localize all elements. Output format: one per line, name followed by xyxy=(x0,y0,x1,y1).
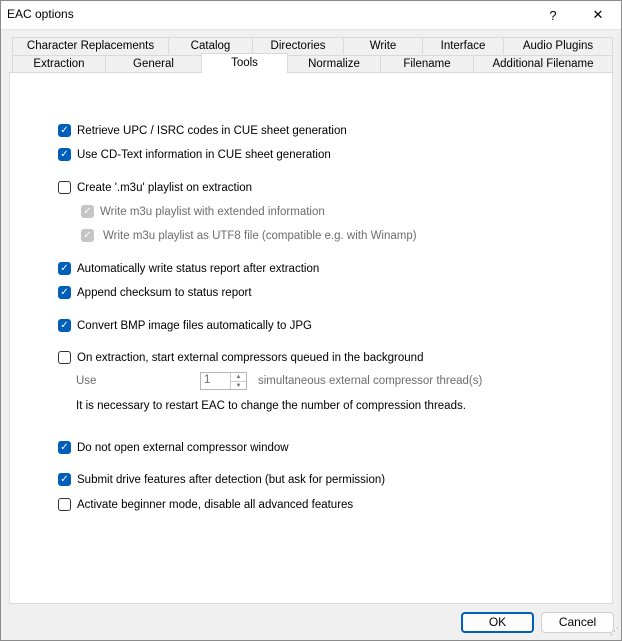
window-title: EAC options xyxy=(7,7,74,21)
tab-audio-plugins[interactable]: Audio Plugins xyxy=(503,37,613,54)
option-beginner-mode[interactable] xyxy=(58,498,353,511)
option-no-compressor-window[interactable] xyxy=(58,441,289,454)
checkbox-icon[interactable] xyxy=(58,498,71,511)
option-convert-bmp-jpg[interactable] xyxy=(58,319,312,332)
tab-write[interactable]: Write xyxy=(343,37,423,54)
option-submit-drive-features[interactable] xyxy=(58,473,385,486)
option-label: Activate beginner mode, disable all advanced features xyxy=(77,498,354,511)
resize-grip-icon[interactable]: ⋰ xyxy=(610,626,618,636)
option-label: Do not open external compressor window xyxy=(77,441,289,454)
checkbox-icon[interactable]: ✓ xyxy=(58,319,71,332)
cancel-button[interactable]: Cancel xyxy=(541,612,614,633)
checkbox-icon[interactable]: ✓ xyxy=(58,124,71,137)
stepper-down-icon[interactable]: ▼ xyxy=(235,383,242,389)
stepper-up-icon[interactable]: ▲ xyxy=(231,373,246,382)
option-label: Submit drive features after detection (but ask for permission) xyxy=(77,473,386,486)
option-background-compressors[interactable] xyxy=(58,351,423,364)
checkbox-icon[interactable]: ✓ xyxy=(81,205,94,218)
checkbox-icon[interactable]: ✓ xyxy=(58,262,71,275)
tab-tools[interactable]: Tools xyxy=(201,53,288,73)
option-label: Write m3u playlist as UTF8 file (compatible e.g. with Winamp) xyxy=(103,229,417,242)
option-label: On extraction, start external compressors queued in the background xyxy=(77,351,424,364)
checkbox-icon[interactable]: ✓ xyxy=(81,229,94,242)
tab-interface[interactable]: Interface xyxy=(422,37,504,54)
option-label: Convert BMP image files automatically to JPG xyxy=(77,319,312,332)
checkbox-icon[interactable] xyxy=(58,351,71,364)
tab-normalize[interactable]: Normalize xyxy=(287,55,381,72)
option-m3u-extended-info[interactable] xyxy=(81,205,325,218)
tab-character-replacements[interactable]: Character Replacements xyxy=(12,37,169,54)
checkbox-icon[interactable]: ✓ xyxy=(58,286,71,299)
tab-additional-filename[interactable]: Additional Filename xyxy=(473,55,613,72)
title-bar xyxy=(1,1,621,30)
threads-use-label: Use xyxy=(76,375,97,387)
option-use-cd-text[interactable] xyxy=(58,148,331,161)
checkbox-icon[interactable]: ✓ xyxy=(58,473,71,486)
compressor-threads-stepper[interactable] xyxy=(200,372,247,390)
stepper-buttons xyxy=(230,373,246,389)
option-auto-status-report[interactable] xyxy=(58,262,319,275)
option-append-checksum[interactable] xyxy=(58,286,252,299)
checkbox-icon[interactable] xyxy=(58,181,71,194)
tab-catalog[interactable]: Catalog xyxy=(168,37,253,54)
option-label: Automatically write status report after extraction xyxy=(77,262,320,275)
option-label: Append checksum to status report xyxy=(77,286,252,299)
close-button[interactable]: ✕ xyxy=(592,7,604,22)
tab-filename[interactable]: Filename xyxy=(380,55,474,72)
option-retrieve-upc-isrc[interactable] xyxy=(58,124,347,137)
tab-extraction[interactable]: Extraction xyxy=(12,55,106,72)
threads-suffix-label: simultaneous external compressor thread(s) xyxy=(258,375,483,387)
threads-value: 1 xyxy=(204,374,211,386)
tab-general[interactable]: General xyxy=(105,55,202,72)
checkbox-icon[interactable]: ✓ xyxy=(58,148,71,161)
option-label: Use CD-Text information in CUE sheet generation xyxy=(77,148,331,161)
restart-note: It is necessary to restart EAC to change the number of compression threads. xyxy=(76,400,466,412)
option-label: Retrieve UPC / ISRC codes in CUE sheet generation xyxy=(77,124,347,137)
tab-directories[interactable]: Directories xyxy=(252,37,344,54)
option-label: Write m3u playlist with extended information xyxy=(100,205,325,218)
option-m3u-utf8[interactable] xyxy=(81,229,417,242)
option-label: Create '.m3u' playlist on extraction xyxy=(77,181,253,194)
checkbox-icon[interactable]: ✓ xyxy=(58,441,71,454)
option-create-m3u-playlist[interactable] xyxy=(58,181,252,194)
help-button[interactable]: ? xyxy=(549,7,557,23)
ok-button[interactable]: OK xyxy=(461,612,534,633)
